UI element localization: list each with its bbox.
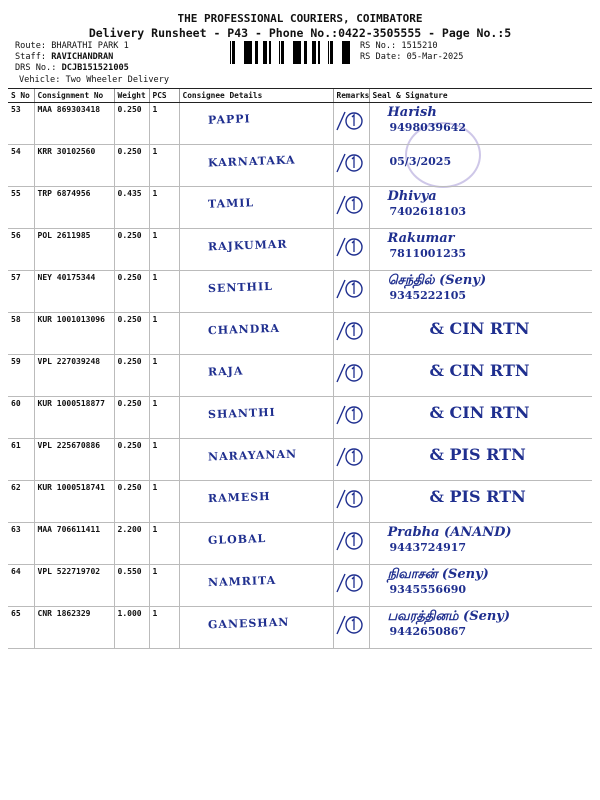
barcode-bar [244, 41, 245, 64]
return-note: & CIN RTN [429, 361, 530, 380]
barcode-bar [312, 41, 314, 64]
table-row [8, 607, 592, 649]
remark-mark-icon [336, 362, 364, 384]
cell-consignment: KUR 1000518877 [34, 397, 114, 439]
consignee-handwriting: CHANDRA [207, 321, 280, 338]
cell-sno: 64 [8, 565, 34, 607]
cell-pcs: 1 [149, 397, 179, 439]
table-row [8, 523, 592, 565]
signature-name: செந்தில் (Seny) [387, 273, 487, 288]
consignee-handwriting: NARAYANAN [207, 447, 297, 464]
barcode [229, 41, 353, 64]
col-header-weight: Weight [114, 89, 149, 103]
cell-signature [369, 229, 592, 271]
rs-date: RS Date: 05-Mar-2025 [360, 52, 464, 62]
barcode-bar [282, 41, 284, 64]
cell-remarks [333, 103, 369, 145]
consignee-handwriting: RAJKUMAR [207, 237, 288, 254]
cell-weight: 0.550 [114, 565, 149, 607]
cell-weight: 0.250 [114, 103, 149, 145]
signature-name: பவரத்தினம் (Seny) [387, 609, 511, 624]
barcode-bar [294, 41, 296, 64]
cell-signature [369, 607, 592, 649]
cell-weight: 2.200 [114, 523, 149, 565]
cell-consignment: NEY 40175344 [34, 271, 114, 313]
col-header-signature: Seal & Signature [369, 89, 592, 103]
remark-mark-icon [336, 404, 364, 426]
cell-consignee [179, 313, 333, 355]
cell-remarks [333, 187, 369, 229]
cell-sno: 58 [8, 313, 34, 355]
cell-remarks [333, 229, 369, 271]
cell-sno: 63 [8, 523, 34, 565]
cell-consignee [179, 145, 333, 187]
cell-remarks [333, 271, 369, 313]
cell-weight: 0.250 [114, 229, 149, 271]
cell-consignment: VPL 225670886 [34, 439, 114, 481]
cell-signature [369, 355, 592, 397]
drs-label: DRS No.: [15, 63, 57, 73]
table-row [8, 145, 592, 187]
table-row [8, 481, 592, 523]
signature-phone: 7402618103 [389, 205, 467, 218]
signature-phone: 9345556690 [389, 583, 467, 596]
table-row [8, 439, 592, 481]
remark-mark-icon [336, 320, 364, 342]
return-note: & CIN RTN [429, 403, 530, 422]
route-label: Route: BHARATHI PARK 1 [15, 41, 129, 51]
staff-label: Staff: [15, 52, 47, 62]
cell-pcs: 1 [149, 481, 179, 523]
barcode-bar [318, 41, 320, 64]
cell-consignment: TRP 6874956 [34, 187, 114, 229]
cell-pcs: 1 [149, 607, 179, 649]
barcode-bar [249, 41, 252, 64]
remark-mark-icon [336, 446, 364, 468]
drs-value: DCJB151521005 [61, 63, 129, 73]
barcode-bar [330, 41, 331, 64]
cell-weight: 0.250 [114, 397, 149, 439]
table-row [8, 271, 592, 313]
signature-name: Rakumar [387, 231, 455, 246]
cell-weight: 0.250 [114, 481, 149, 523]
barcode-bar [232, 41, 233, 64]
table-row [8, 355, 592, 397]
cell-pcs: 1 [149, 355, 179, 397]
cell-consignment: CNR 1862329 [34, 607, 114, 649]
barcode-bar [255, 41, 258, 64]
cell-pcs: 1 [149, 523, 179, 565]
barcode-bar [263, 41, 265, 64]
cell-remarks [333, 145, 369, 187]
col-header-pcs: PCS [149, 89, 179, 103]
cell-consignment: VPL 227039248 [34, 355, 114, 397]
cell-consignee [179, 271, 333, 313]
barcode-bar [247, 41, 249, 64]
signature-name: Harish [387, 105, 437, 120]
cell-pcs: 1 [149, 313, 179, 355]
cell-consignee [179, 355, 333, 397]
cell-sno: 59 [8, 355, 34, 397]
barcode-bar [281, 41, 282, 64]
return-note: & PIS RTN [429, 445, 526, 464]
col-header-consignment: Consignment No [34, 89, 114, 103]
cell-sno: 53 [8, 103, 34, 145]
cell-signature [369, 271, 592, 313]
company-name: THE PROFESSIONAL COURIERS, COIMBATORE [177, 12, 423, 25]
staff-line [15, 52, 113, 62]
cell-consignee [179, 187, 333, 229]
cell-weight: 0.250 [114, 145, 149, 187]
barcode-bar [328, 41, 329, 64]
table-row [8, 229, 592, 271]
barcode-bar [304, 41, 307, 64]
cell-consignee [179, 229, 333, 271]
cell-signature [369, 145, 592, 187]
col-header-remarks: Remarks [333, 89, 369, 103]
cell-sno: 65 [8, 607, 34, 649]
remark-mark-icon [336, 530, 364, 552]
remark-mark-icon [336, 488, 364, 510]
cell-consignment: VPL 522719702 [34, 565, 114, 607]
cell-pcs: 1 [149, 145, 179, 187]
consignee-handwriting: KARNATAKA [207, 153, 296, 170]
barcode-bar [230, 41, 231, 64]
cell-remarks [333, 439, 369, 481]
remark-mark-icon [336, 236, 364, 258]
runsheet-table [8, 88, 592, 649]
table-row [8, 313, 592, 355]
cell-sno: 60 [8, 397, 34, 439]
cell-signature [369, 187, 592, 229]
cell-remarks [333, 355, 369, 397]
signature-phone: 9442650867 [389, 625, 467, 638]
barcode-bar [342, 41, 343, 64]
cell-consignee [179, 565, 333, 607]
cell-signature [369, 565, 592, 607]
cell-consignee [179, 103, 333, 145]
cell-consignee [179, 607, 333, 649]
consignee-handwriting: SENTHIL [207, 279, 273, 296]
barcode-bar [233, 41, 235, 64]
barcode-bar [279, 41, 280, 64]
cell-signature [369, 523, 592, 565]
signature-phone: 7811001235 [389, 247, 467, 260]
cell-consignee [179, 439, 333, 481]
cell-pcs: 1 [149, 187, 179, 229]
cell-signature [369, 481, 592, 523]
cell-remarks [333, 607, 369, 649]
barcode-bar [269, 41, 271, 64]
consignee-handwriting: PAPPI [207, 112, 251, 127]
cell-consignment: POL 2611985 [34, 229, 114, 271]
consignee-handwriting: GANESHAN [207, 615, 289, 632]
cell-sno: 57 [8, 271, 34, 313]
consignee-handwriting: GLOBAL [207, 531, 266, 548]
consignee-handwriting: SHANTHI [207, 405, 276, 422]
signature-name: Prabha (ANAND) [387, 525, 512, 540]
cell-remarks [333, 565, 369, 607]
cell-sno: 54 [8, 145, 34, 187]
consignee-handwriting: RAJA [207, 364, 244, 379]
cell-consignment: MAA 706611411 [34, 523, 114, 565]
cell-weight: 0.250 [114, 313, 149, 355]
cell-sno: 62 [8, 481, 34, 523]
cell-sno: 61 [8, 439, 34, 481]
cell-pcs: 1 [149, 439, 179, 481]
cell-consignment: KRR 30102560 [34, 145, 114, 187]
cell-pcs: 1 [149, 103, 179, 145]
vehicle-label: Vehicle: Two Wheeler Delivery [19, 75, 170, 85]
barcode-bar [343, 41, 345, 64]
cell-sno: 56 [8, 229, 34, 271]
cell-signature [369, 397, 592, 439]
remark-mark-icon [336, 110, 364, 132]
table-header-row [8, 89, 592, 103]
cell-pcs: 1 [149, 565, 179, 607]
table-row [8, 397, 592, 439]
consignee-handwriting: RAMESH [207, 489, 271, 506]
cell-consignment: MAA 869303418 [34, 103, 114, 145]
cell-weight: 0.250 [114, 355, 149, 397]
signature-phone: 9443724917 [389, 541, 467, 554]
remark-mark-icon [336, 194, 364, 216]
barcode-bar [298, 41, 301, 64]
barcode-bar [245, 41, 247, 64]
cell-signature [369, 313, 592, 355]
barcode-bar [293, 41, 294, 64]
signature-name: Dhivya [387, 189, 437, 204]
cell-pcs: 1 [149, 229, 179, 271]
col-header-consignee: Consignee Details [179, 89, 333, 103]
cell-weight: 0.250 [114, 439, 149, 481]
barcode-bar [265, 41, 267, 64]
table-row [8, 565, 592, 607]
cell-weight: 0.435 [114, 187, 149, 229]
signature-name: நிவாசன் (Seny) [387, 567, 489, 582]
cell-weight: 0.250 [114, 271, 149, 313]
cell-remarks [333, 313, 369, 355]
cell-consignee [179, 481, 333, 523]
signature-phone: 9345222105 [389, 289, 467, 302]
cell-weight: 1.000 [114, 607, 149, 649]
signature-phone: 9498039642 [389, 121, 467, 134]
staff-value: RAVICHANDRAN [51, 52, 114, 62]
cell-consignment: KUR 1001013096 [34, 313, 114, 355]
cell-remarks [333, 397, 369, 439]
cell-signature [369, 439, 592, 481]
barcode-bar [296, 41, 298, 64]
remark-mark-icon [336, 614, 364, 636]
return-note: & PIS RTN [429, 487, 526, 506]
cell-remarks [333, 481, 369, 523]
remark-mark-icon [336, 572, 364, 594]
consignee-handwriting: NAMRITA [207, 573, 276, 590]
col-header-sno: S No [8, 89, 34, 103]
barcode-bar [345, 41, 347, 64]
remark-mark-icon [336, 278, 364, 300]
barcode-bar [347, 41, 350, 64]
rs-number: RS No.: 1515210 [360, 41, 438, 51]
barcode-bar [314, 41, 316, 64]
signature-phone: 05/3/2025 [389, 155, 452, 168]
drs-line [15, 63, 129, 73]
return-note: & CIN RTN [429, 319, 530, 338]
runsheet-subtitle: Delivery Runsheet - P43 - Phone No.:0422-3505555 - Page No.:5 [88, 26, 512, 40]
remark-mark-icon [336, 152, 364, 174]
cell-consignee [179, 397, 333, 439]
cell-consignment: KUR 1000518741 [34, 481, 114, 523]
table-row [8, 187, 592, 229]
cell-signature [369, 103, 592, 145]
consignee-handwriting: TAMIL [207, 196, 254, 211]
table-row [8, 103, 592, 145]
cell-consignee [179, 523, 333, 565]
barcode-bar [331, 41, 333, 64]
cell-sno: 55 [8, 187, 34, 229]
cell-remarks [333, 523, 369, 565]
cell-pcs: 1 [149, 271, 179, 313]
